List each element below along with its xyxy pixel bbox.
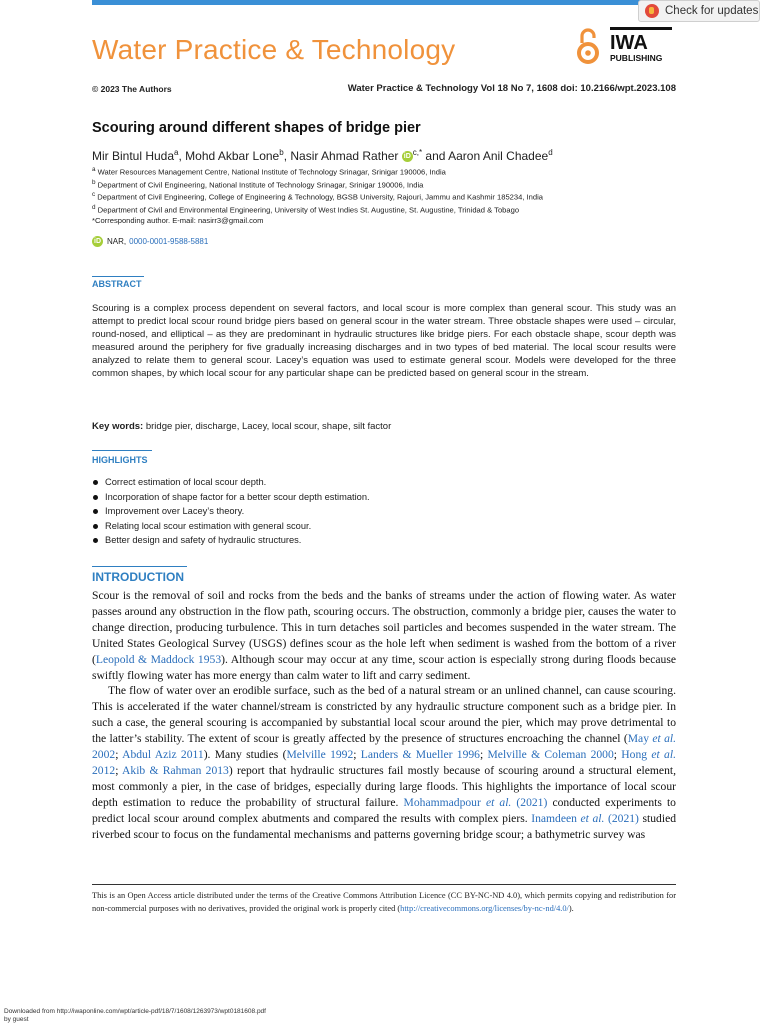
iwa-logo-text: IWA [610, 32, 648, 54]
citation-link[interactable]: 2002 [92, 748, 116, 762]
orcid-label: NAR, [107, 237, 127, 246]
highlights-list [92, 475, 370, 548]
author-name: Mohd Akbar Lone [185, 149, 280, 163]
orcid-icon[interactable]: iD [403, 153, 411, 161]
citation-link[interactable]: et al. [651, 748, 676, 762]
citation-link[interactable]: 2012 [92, 763, 116, 777]
affiliation-sup: d [92, 204, 96, 212]
text-run: ). Although scour may occur at any time, scour action is especially strong during floods because swiftly flowing water has more energy than calm water to lift and carry sediment. [92, 652, 676, 682]
license-notice [92, 889, 676, 915]
affiliation-text: Department of Civil and Environmental Engineering, University of West Indies St. Augustine, St. Augustine, Trinidad & Tobago [97, 205, 520, 215]
list-item: Incorporation of shape factor for a better scour depth estimation. [92, 490, 370, 505]
citation-link[interactable]: Akib & Rahman 2013 [122, 763, 229, 777]
text-run: Scour is the removal of soil and rocks from the beds and the banks of streams under the action of flowing water. As water passes around any obstruction in the flow path, scouring occurs. The obstruction, commonly a bridge pier, causes the water to change direction, producing turbulence. This in turn detaches soil particles and becomes suspended in the water stream. The United States Geological Survey (USGS) defines scour as the hole left when sediment is washed from the bottom of a river ( [92, 589, 676, 666]
text-run: ). Many studies ( [203, 748, 287, 762]
highlights-rule [92, 450, 152, 451]
keywords-text: bridge pier, discharge, Lacey, local scour, shape, silt factor [143, 421, 392, 432]
citation-link[interactable]: May [627, 732, 653, 746]
author-and: and [422, 149, 449, 163]
iwa-publishing-logo [608, 24, 674, 64]
author-separator: , [178, 149, 186, 163]
author-name: Aaron Anil Chadee [448, 149, 549, 163]
citation-line: Water Practice & Technology Vol 18 No 7, 1608 doi: 10.2166/wpt.2023.108 [347, 83, 676, 94]
copyright-notice: © 2023 The Authors [92, 84, 172, 94]
affiliation-text: Water Resources Management Centre, National Institute of Technology Srinagar, Srinigar 190006, India [97, 167, 446, 177]
text-run: ; [613, 748, 622, 762]
keywords [92, 421, 391, 432]
text-run: The flow of water over an erodible surface, such as the bed of a natural stream or an unlined channel, can cause scouring. This is accelerated if the water channel/stream is constricted by any hydraulic structure component such as a bridge pier. In such a case, the general scouring is accompanied by substantial local scour around the pier, which may prove detrimental to the latter’s stability. The extent of scour is greatly affected by the presence of structures encroaching the channel ( [92, 684, 676, 746]
text-run: ; [115, 748, 123, 762]
affiliation-text: Department of Civil Engineering, National Institute of Technology Srinagar, Srinigar 190006, India [97, 180, 424, 190]
paragraph [92, 588, 676, 683]
crossmark-icon [645, 4, 659, 18]
affiliation-sup: b [92, 178, 96, 186]
top-accent-bar [92, 0, 676, 5]
citation-link[interactable]: Leopold & Maddock 1953 [95, 652, 222, 666]
citation-link[interactable]: Inamdeen [531, 811, 581, 825]
orcid-line [92, 236, 208, 247]
affiliation [92, 178, 543, 191]
abstract-rule [92, 276, 144, 277]
author-sup: c,* [412, 148, 423, 157]
author-name: Nasir Ahmad Rather [290, 149, 399, 163]
list-item: Improvement over Lacey’s theory. [92, 504, 370, 519]
author-sup: b [279, 148, 284, 157]
text-run: ; [115, 763, 123, 777]
abstract-heading: ABSTRACT [92, 279, 142, 289]
affiliations [92, 165, 543, 226]
license-text: This is an Open Access article distributed under the terms of the Creative Commons Attribution Licence (CC BY-NC-ND 4.0), which permits copying and redistribution for non-commercial purposes with no derivatives, provided the original work is properly cited ( [92, 891, 676, 913]
license-end: ). [568, 904, 574, 913]
publishing-logo-text: PUBLISHING [610, 53, 663, 63]
text-run: ) report that hydraulic structures fail mostly because of scouring around a structural element, most commonly a pier, in the case of bridges, especially during large floods. This highlights the importance of local scour depth estimation to reduce the probability of structural failure. [92, 763, 676, 809]
affiliation-text: Department of Civil Engineering, College of Engineering & Technology, BGSB University, Rajouri, Jammu and Kashmir 185234, India [97, 193, 544, 202]
affiliation [92, 165, 543, 178]
affiliation [92, 203, 543, 216]
affiliation-sup: c [92, 191, 96, 199]
author-sup: d [548, 148, 553, 157]
citation-link[interactable]: Mohammadpour [403, 795, 486, 809]
paragraph [92, 683, 676, 842]
introduction-heading: INTRODUCTION [92, 570, 184, 584]
check-for-updates-label: Check for updates [665, 5, 759, 17]
download-line: by guest [4, 1016, 29, 1023]
list-item: Relating local scour estimation with general scour. [92, 519, 370, 534]
citation-link[interactable]: et al. [485, 795, 512, 809]
open-access-icon [576, 27, 600, 65]
keywords-label: Key words: [92, 421, 144, 432]
text-run: conducted experiments to predict local scour around complex abutments and compared the results with complex piers. [92, 795, 676, 825]
footer-rule [92, 884, 676, 885]
download-note [4, 1008, 266, 1024]
abstract-text: Scouring is a complex process dependent on several factors, and local scour is more complex than general scour. This study was an attempt to predict local scour round bridge piers based on general scour in the water stream. Three obstacle shapes were used – circular, round-nosed, and elliptical – as they are predominant in hydraulic structures like bridge piers. For each obstacle shape, scour depth was measured around the periphery for five gradually increasing discharges and in two types of bed material. The local scour results were analyzed to relate them to general scour. Lacey’s equation was used to estimate general scour. Models were developed for the three common shapes, by which local scour for any particular shape can be predicted based on general scour in the stream. [92, 303, 676, 380]
citation-link[interactable]: (2021) [511, 795, 548, 809]
journal-title: Water Practice & Technology [92, 34, 456, 65]
citation-link[interactable]: Hong [621, 748, 652, 762]
check-for-updates-button[interactable] [638, 0, 760, 22]
introduction-body [92, 588, 676, 843]
orcid-link[interactable]: 0000-0001-9588-5881 [129, 237, 209, 246]
list-item: Better design and safety of hydraulic structures. [92, 533, 370, 548]
author-sup: a [174, 148, 179, 157]
orcid-icon: iD [94, 238, 101, 245]
list-item: Correct estimation of local scour depth. [92, 475, 370, 490]
affiliation-sup: a [92, 166, 96, 173]
introduction-rule [92, 566, 187, 567]
highlights-heading: HIGHLIGHTS [92, 455, 148, 465]
citation-link[interactable]: Melville 1992 [286, 748, 354, 762]
affiliation [92, 190, 543, 203]
author-name: Mir Bintul Huda [92, 149, 175, 163]
author-list [92, 148, 553, 163]
text-run: ; [479, 748, 488, 762]
citation-link[interactable]: (2021) [604, 811, 639, 825]
citation-link[interactable]: Melville & Coleman 2000 [487, 748, 614, 762]
license-link[interactable]: http://creativecommons.org/licenses/by-nc-nd/4.0/ [400, 904, 569, 913]
citation-link[interactable]: Abdul Aziz 2011 [122, 748, 204, 762]
download-line: Downloaded from http://iwaponline.com/wpt/article-pdf/18/7/1608/1263973/wpt0181608.pdf [4, 1008, 266, 1015]
author-separator: , [283, 149, 291, 163]
corresponding-author: *Corresponding author. E-mail: nasirr3@gmail.com [92, 215, 264, 225]
text-run: ; [353, 748, 361, 762]
text-run: studied riverbed scour to focus on the fundamental mechanisms and patterns governing bridge scour; a bathymetric survey was [92, 811, 677, 841]
paper-title: Scouring around different shapes of bridge pier [92, 120, 421, 136]
citation-link[interactable]: et al. [580, 811, 605, 825]
citation-link[interactable]: et al. [652, 732, 676, 746]
citation-link[interactable]: Landers & Mueller 1996 [360, 748, 480, 762]
